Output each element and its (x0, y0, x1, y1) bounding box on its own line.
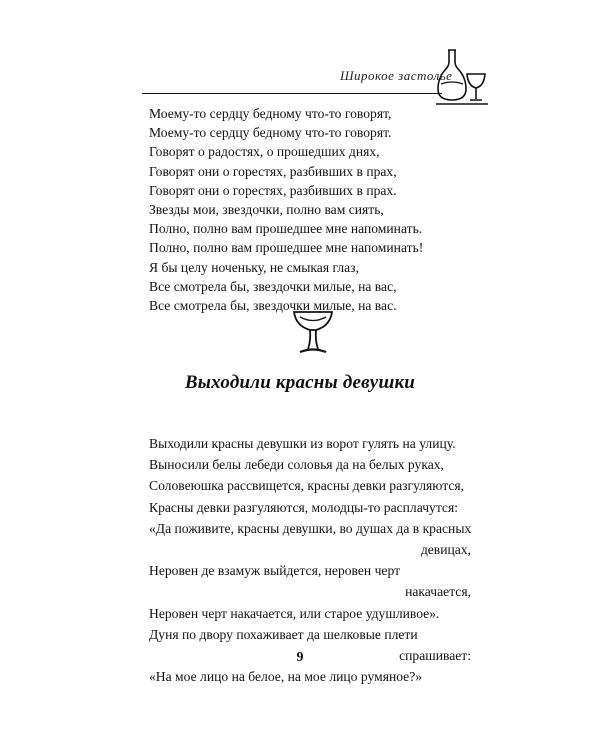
running-header-title: Широкое застолье (340, 68, 453, 83)
page-number: 9 (296, 650, 304, 665)
poem-line: Все смотрела бы, звездочки милые, на вас, (149, 278, 397, 294)
poem-line: Говорят они о горестях, разбивших в прах. (149, 182, 397, 198)
poem-line: Красны девки разгуляются, молодцы-то расплачутся: (149, 499, 458, 515)
poem-line: «Да поживите, красны девушки, во душах да в красных (149, 520, 472, 536)
poem-line: Моему-то сердцу бедному что-то говорят. (149, 125, 392, 141)
poem-line: Все смотрела бы, звездочки милые, на вас. (149, 298, 397, 314)
poem-line: «На мое лицо на белое, на мое лицо румяное?» (149, 669, 423, 685)
poem-line: Я бы целу ноченьку, не смыкая глаз, (149, 259, 359, 275)
wine-glass-icon (290, 308, 336, 356)
poem-line: Неровен де взамуж выйдется, неровен черт (149, 563, 401, 579)
header-rule (142, 93, 442, 94)
poem-line-continuation: спрашивает: (399, 648, 471, 664)
poem-line: Говорят о радостях, о прошедших днях, (149, 144, 380, 160)
poem-line: Полно, полно вам прошедшее мне напоминать. (149, 221, 423, 237)
poem-line-continuation: накачается, (405, 584, 471, 600)
poem-stanza-1 (149, 104, 469, 315)
poem-line: Звезды мои, звездочки, полно вам сиять, (149, 202, 384, 218)
poem-line: Выходили красны девушки из ворот гулять на улицу. (149, 436, 456, 451)
poem-line-continuation: девицах, (420, 542, 471, 558)
decanter-glass-icon (434, 44, 490, 110)
poem-line: Дуня по двору похаживает да шелковые плети (149, 626, 418, 642)
poem-line: Неровен черт накачается, или старое удушливое». (149, 605, 440, 621)
poem-line: Соловеюшка рассвищется, красны девки разгуляются, (149, 478, 465, 494)
poem-line: Полно, полно вам прошедшее мне напоминать! (149, 240, 424, 256)
poem-line: Говорят они о горестях, разбивших в прах, (149, 163, 397, 179)
poem-line: Выносили белы лебеди соловья да на белых руках, (149, 457, 444, 473)
poem-line: Моему-то сердцу бедному что-то говорят, (149, 106, 392, 121)
poem-title: Выходили красны девушки (184, 372, 416, 393)
